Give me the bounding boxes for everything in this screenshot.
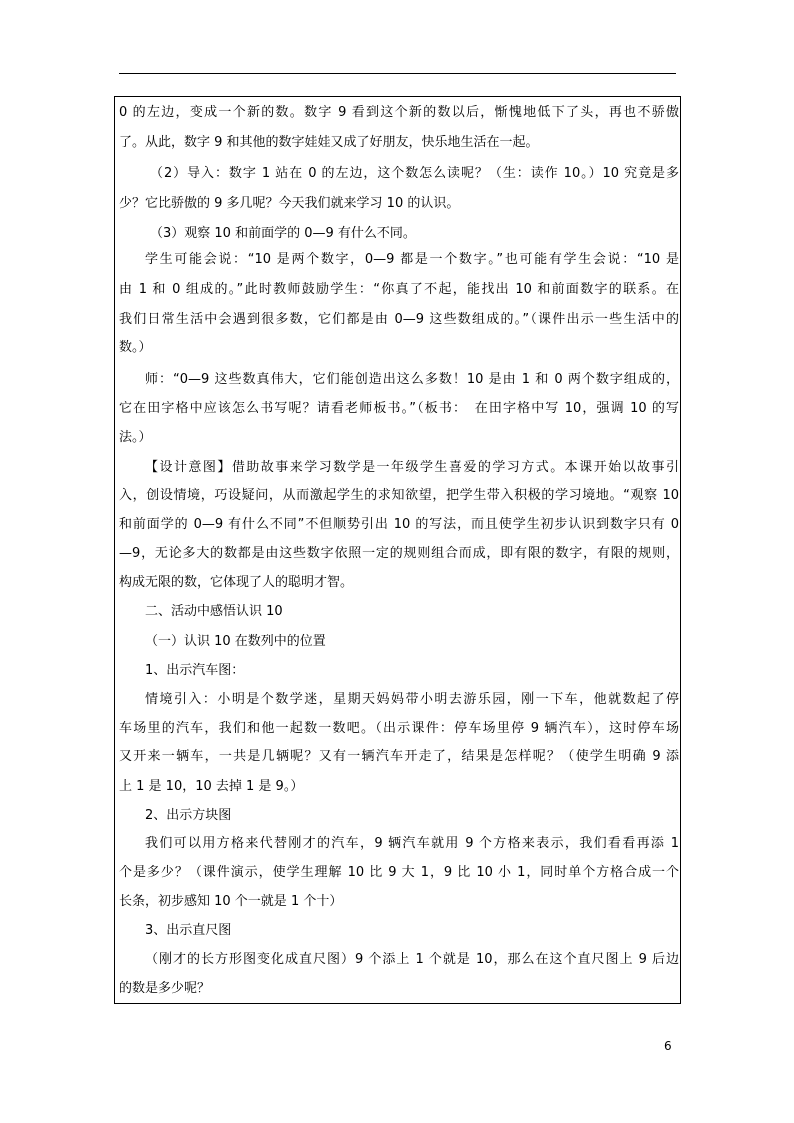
paragraph-line: 0 的左边，变成一个新的数。数字 9 看到这个新的数以后，惭愧地低下了头，再也不骄傲 [119,105,679,120]
paragraph-line: 长条，初步感知 10 个一就是 1 个十） [119,894,343,909]
paragraph-line: 个是多少？（课件演示，使学生理解 10 比 9 大 1，9 比 10 小 1，同时单个方格合成一个 [119,865,679,880]
paragraph-line: 我们可以用方格来代替刚才的汽车，9 辆汽车就用 9 个方格来表示，我们看看再添 1 [145,836,679,851]
paragraph-line: 数。） [119,340,152,355]
paragraph-line: 法。） [119,430,152,445]
paragraph-line: 又开来一辆车，一共是几辆呢？又有一辆汽车开走了，结果是怎样呢？（使学生明确 9 添 [119,749,679,764]
page-number: 6 [664,1039,672,1053]
paragraph-line: 了。从此，数字 9 和其他的数字娃娃又成了好朋友，快乐地生活在一起。 [119,135,539,150]
paragraph-line: 师：“0—9 这些数真伟大，它们能创造出这么多数！10 是由 1 和 0 两个数字组成的， [145,372,679,387]
item-heading: 2、出示方块图 [145,808,232,823]
paragraph-line: （2）导入：数字 1 站在 0 的左边，这个数怎么读呢？（生：读作 10。）10 究竟是多 [150,166,679,181]
paragraph-line: 车场里的汽车，我们和他一起数一数吧。（出示课件：停车场里停 9 辆汽车），这时停车场 [119,721,679,736]
paragraph-line: —9，无论多大的数都是由这些数字依照一定的规则组合而成，即有限的数字，有限的规则， [119,546,679,561]
paragraph-line: 由 1 和 0 组成的。”此时教师鼓励学生：“你真了不起，能找出 10 和前面数字的联系。在 [119,282,679,297]
paragraph-line: 构成无限的数，它体现了人的聪明才智。 [119,575,354,590]
paragraph-line: 的数是多少呢？ [119,981,211,996]
item-heading: 1、出示汽车图： [145,663,245,678]
paragraph-line: 上 1 是 10，10 去掉 1 是 9。） [119,779,304,794]
paragraph-line: 和前面学的 0—9 有什么不同”不但顺势引出 10 的写法，而且使学生初步认识到数字只有 0 [119,517,679,532]
section-heading: 二、活动中感悟认识 10 [145,604,283,619]
subsection-heading: （一）认识 10 在数列中的位置 [145,634,326,649]
paragraph-line: 它在田字格中应该怎么书写呢？请看老师板书。”（板书： 在田字格中写 10，强调 10 的写 [119,401,679,416]
paragraph-line: 情境引入：小明是个数学迷，星期天妈妈带小明去游乐园，刚一下车，他就数起了停 [145,692,679,707]
paragraph-line: （3）观察 10 和前面学的 0—9 有什么不同。 [150,226,416,241]
item-heading: 3、出示直尺图 [145,923,232,938]
paragraph-line: 【设计意图】借助故事来学习数学是一年级学生喜爱的学习方式。本课开始以故事引 [145,460,679,475]
paragraph-line: 入，创设情境，巧设疑问，从而激起学生的求知欲望，把学生带入积极的学习境地。“观察 10 [119,488,679,503]
paragraph-line: （刚才的长方形图变化成直尺图）9 个添上 1 个就是 10，那么在这个直尺图上 9 后边 [145,952,679,967]
header-rule [119,73,676,74]
paragraph-line: 学生可能会说：“10 是两个数字，0—9 都是一个数字。”也可能有学生会说：“10 是 [145,252,679,267]
paragraph-line: 我们日常生活中会遇到很多数，它们都是由 0—9 这些数组成的。”（课件出示一些生活中的 [119,312,679,327]
paragraph-line: 少？它比骄傲的 9 多几呢？今天我们就来学习 10 的认识。 [119,196,460,211]
